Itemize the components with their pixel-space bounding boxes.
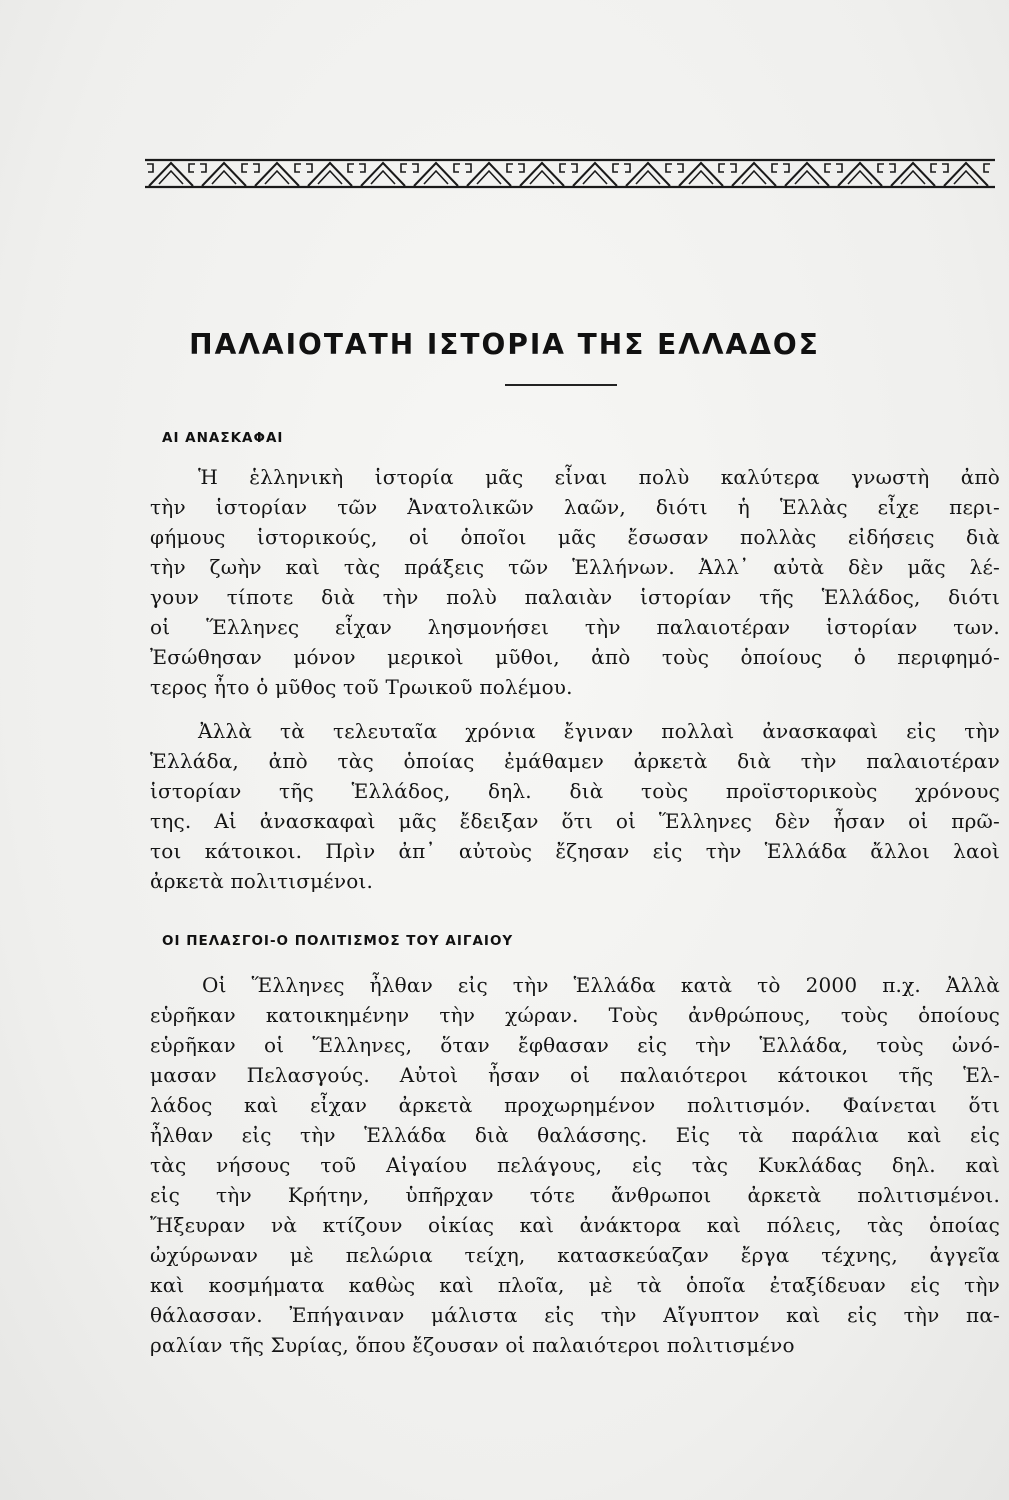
paragraph-line: Ἡ ἑλληνικὴ ἱστορία μᾶς εἶναι πολὺ καλύτερα γνωστὴ ἀπὸ xyxy=(198,465,1000,489)
paragraph-line: λάδος καὶ εἶχαν ἀρκετὰ προχωρημένον πολιτισμόν. Φαίνεται ὅτι xyxy=(150,1093,1000,1117)
paragraph-line: Ἐσώθησαν μόνον μερικοὶ μῦθοι, ἀπὸ τοὺς ὁποίους ὁ περιφημό- xyxy=(150,645,1000,669)
paragraph-line: τερος ἦτο ὁ μῦθος τοῦ Τρωικοῦ πολέμου. xyxy=(150,675,573,699)
paragraph-line: Ἑλλάδα, ἀπὸ τὰς ὁποίας ἐμάθαμεν ἀρκετὰ διὰ τὴν παλαιοτέραν xyxy=(150,749,1000,773)
paragraph-line: τὰς νήσους τοῦ Αἰγαίου πελάγους, εἰς τὰς Κυκλάδας δηλ. καὶ xyxy=(150,1153,1000,1177)
paragraph-pelasgians-1 xyxy=(150,970,1000,1360)
paragraph-excavations-2 xyxy=(150,716,1000,896)
paragraph-line: τὴν ζωὴν καὶ τὰς πράξεις τῶν Ἑλλήνων. Ἀλλ᾽ αὐτὰ δὲν μᾶς λέ- xyxy=(150,555,1000,579)
paragraph-line: Ἤξευραν νὰ κτίζουν οἰκίας καὶ ἀνάκτορα καὶ πόλεις, τὰς ὁποίας xyxy=(150,1213,1000,1237)
paragraph-line: εἰς τὴν Κρήτην, ὑπῆρχαν τότε ἄνθρωποι ἀρκετὰ πολιτισμένοι. xyxy=(150,1183,1000,1207)
page-title: ΠΑΛΑΙΟΤΑΤΗ ΙΣΤΟΡΙΑ ΤΗΣ ΕΛΛΑΔΟΣ xyxy=(189,328,820,361)
meander-border-ornament xyxy=(145,158,995,190)
section-heading-excavations: ΑΙ ΑΝΑΣΚΑΦΑΙ xyxy=(162,430,284,446)
paragraph-line: οἱ Ἕλληνες εἶχαν λησμονήσει τὴν παλαιοτέραν ἱστορίαν των. xyxy=(150,615,1000,639)
title-divider xyxy=(505,384,617,386)
paragraph-line: μασαν Πελασγούς. Αὐτοὶ ἦσαν οἱ παλαιότεροι κάτοικοι τῆς Ἑλ- xyxy=(150,1063,1000,1087)
paragraph-line: ἱστορίαν τῆς Ἑλλάδος, δηλ. διὰ τοὺς προϊστορικοὺς χρόνους xyxy=(150,779,1000,803)
paragraph-line: καὶ κοσμήματα καθὼς καὶ πλοῖα, μὲ τὰ ὁποῖα ἐταξίδευαν εἰς τὴν xyxy=(150,1273,1000,1297)
paragraph-line: ἀρκετὰ πολιτισμένοι. xyxy=(150,869,374,893)
paragraph-line: ραλίαν τῆς Συρίας, ὅπου ἔζουσαν οἱ παλαιότεροι πολιτισμένο xyxy=(150,1333,795,1357)
paragraph-line: γουν τίποτε διὰ τὴν πολὺ παλαιὰν ἱστορίαν τῆς Ἑλλάδος, διότι xyxy=(150,585,1000,609)
paragraph-line: φήμους ἱστορικούς, οἱ ὁποῖοι μᾶς ἔσωσαν πολλὰς εἰδήσεις διὰ xyxy=(150,525,1000,549)
paragraph-line: ἦλθαν εἰς τὴν Ἑλλάδα διὰ θαλάσσης. Εἰς τὰ παράλια καὶ εἰς xyxy=(150,1123,1000,1147)
paragraph-line: τὴν ἱστορίαν τῶν Ἀνατολικῶν λαῶν, διότι ἡ Ἑλλὰς εἶχε περι- xyxy=(150,495,1000,519)
paragraph-line: της. Αἱ ἀνασκαφαὶ μᾶς ἔδειξαν ὅτι οἱ Ἕλληνες δὲν ἦσαν οἱ πρῶ- xyxy=(150,809,1000,833)
paragraph-excavations-1 xyxy=(150,462,1000,702)
paragraph-line: εὑρῆκαν οἱ Ἕλληνες, ὅταν ἔφθασαν εἰς τὴν Ἑλλάδα, τοὺς ὠνό- xyxy=(150,1033,1000,1057)
section-heading-pelasgians: ΟΙ ΠΕΛΑΣΓΟΙ-Ο ΠΟΛΙΤΙΣΜΟΣ ΤΟΥ ΑΙΓΑΙΟΥ xyxy=(162,933,514,949)
paragraph-line: τοι κάτοικοι. Πρὶν ἀπ᾽ αὐτοὺς ἔζησαν εἰς τὴν Ἑλλάδα ἄλλοι λαοὶ xyxy=(150,839,1000,863)
paragraph-line: ὠχύρωναν μὲ πελώρια τείχη, κατασκεύαζαν ἔργα τέχνης, ἀγγεῖα xyxy=(150,1243,1000,1267)
paragraph-line: εὑρῆκαν κατοικημένην τὴν χώραν. Τοὺς ἀνθρώπους, τοὺς ὁποίους xyxy=(150,1003,1000,1027)
paragraph-line: θάλασσαν. Ἐπήγαιναν μάλιστα εἰς τὴν Αἴγυπτον καὶ εἰς τὴν πα- xyxy=(150,1303,1000,1327)
paragraph-line: Οἱ Ἕλληνες ἦλθαν εἰς τὴν Ἑλλάδα κατὰ τὸ 2000 π.χ. Ἀλλὰ xyxy=(202,973,1000,997)
paragraph-line: Ἀλλὰ τὰ τελευταῖα χρόνια ἔγιναν πολλαὶ ἀνασκαφαὶ εἰς τὴν xyxy=(198,719,1000,743)
